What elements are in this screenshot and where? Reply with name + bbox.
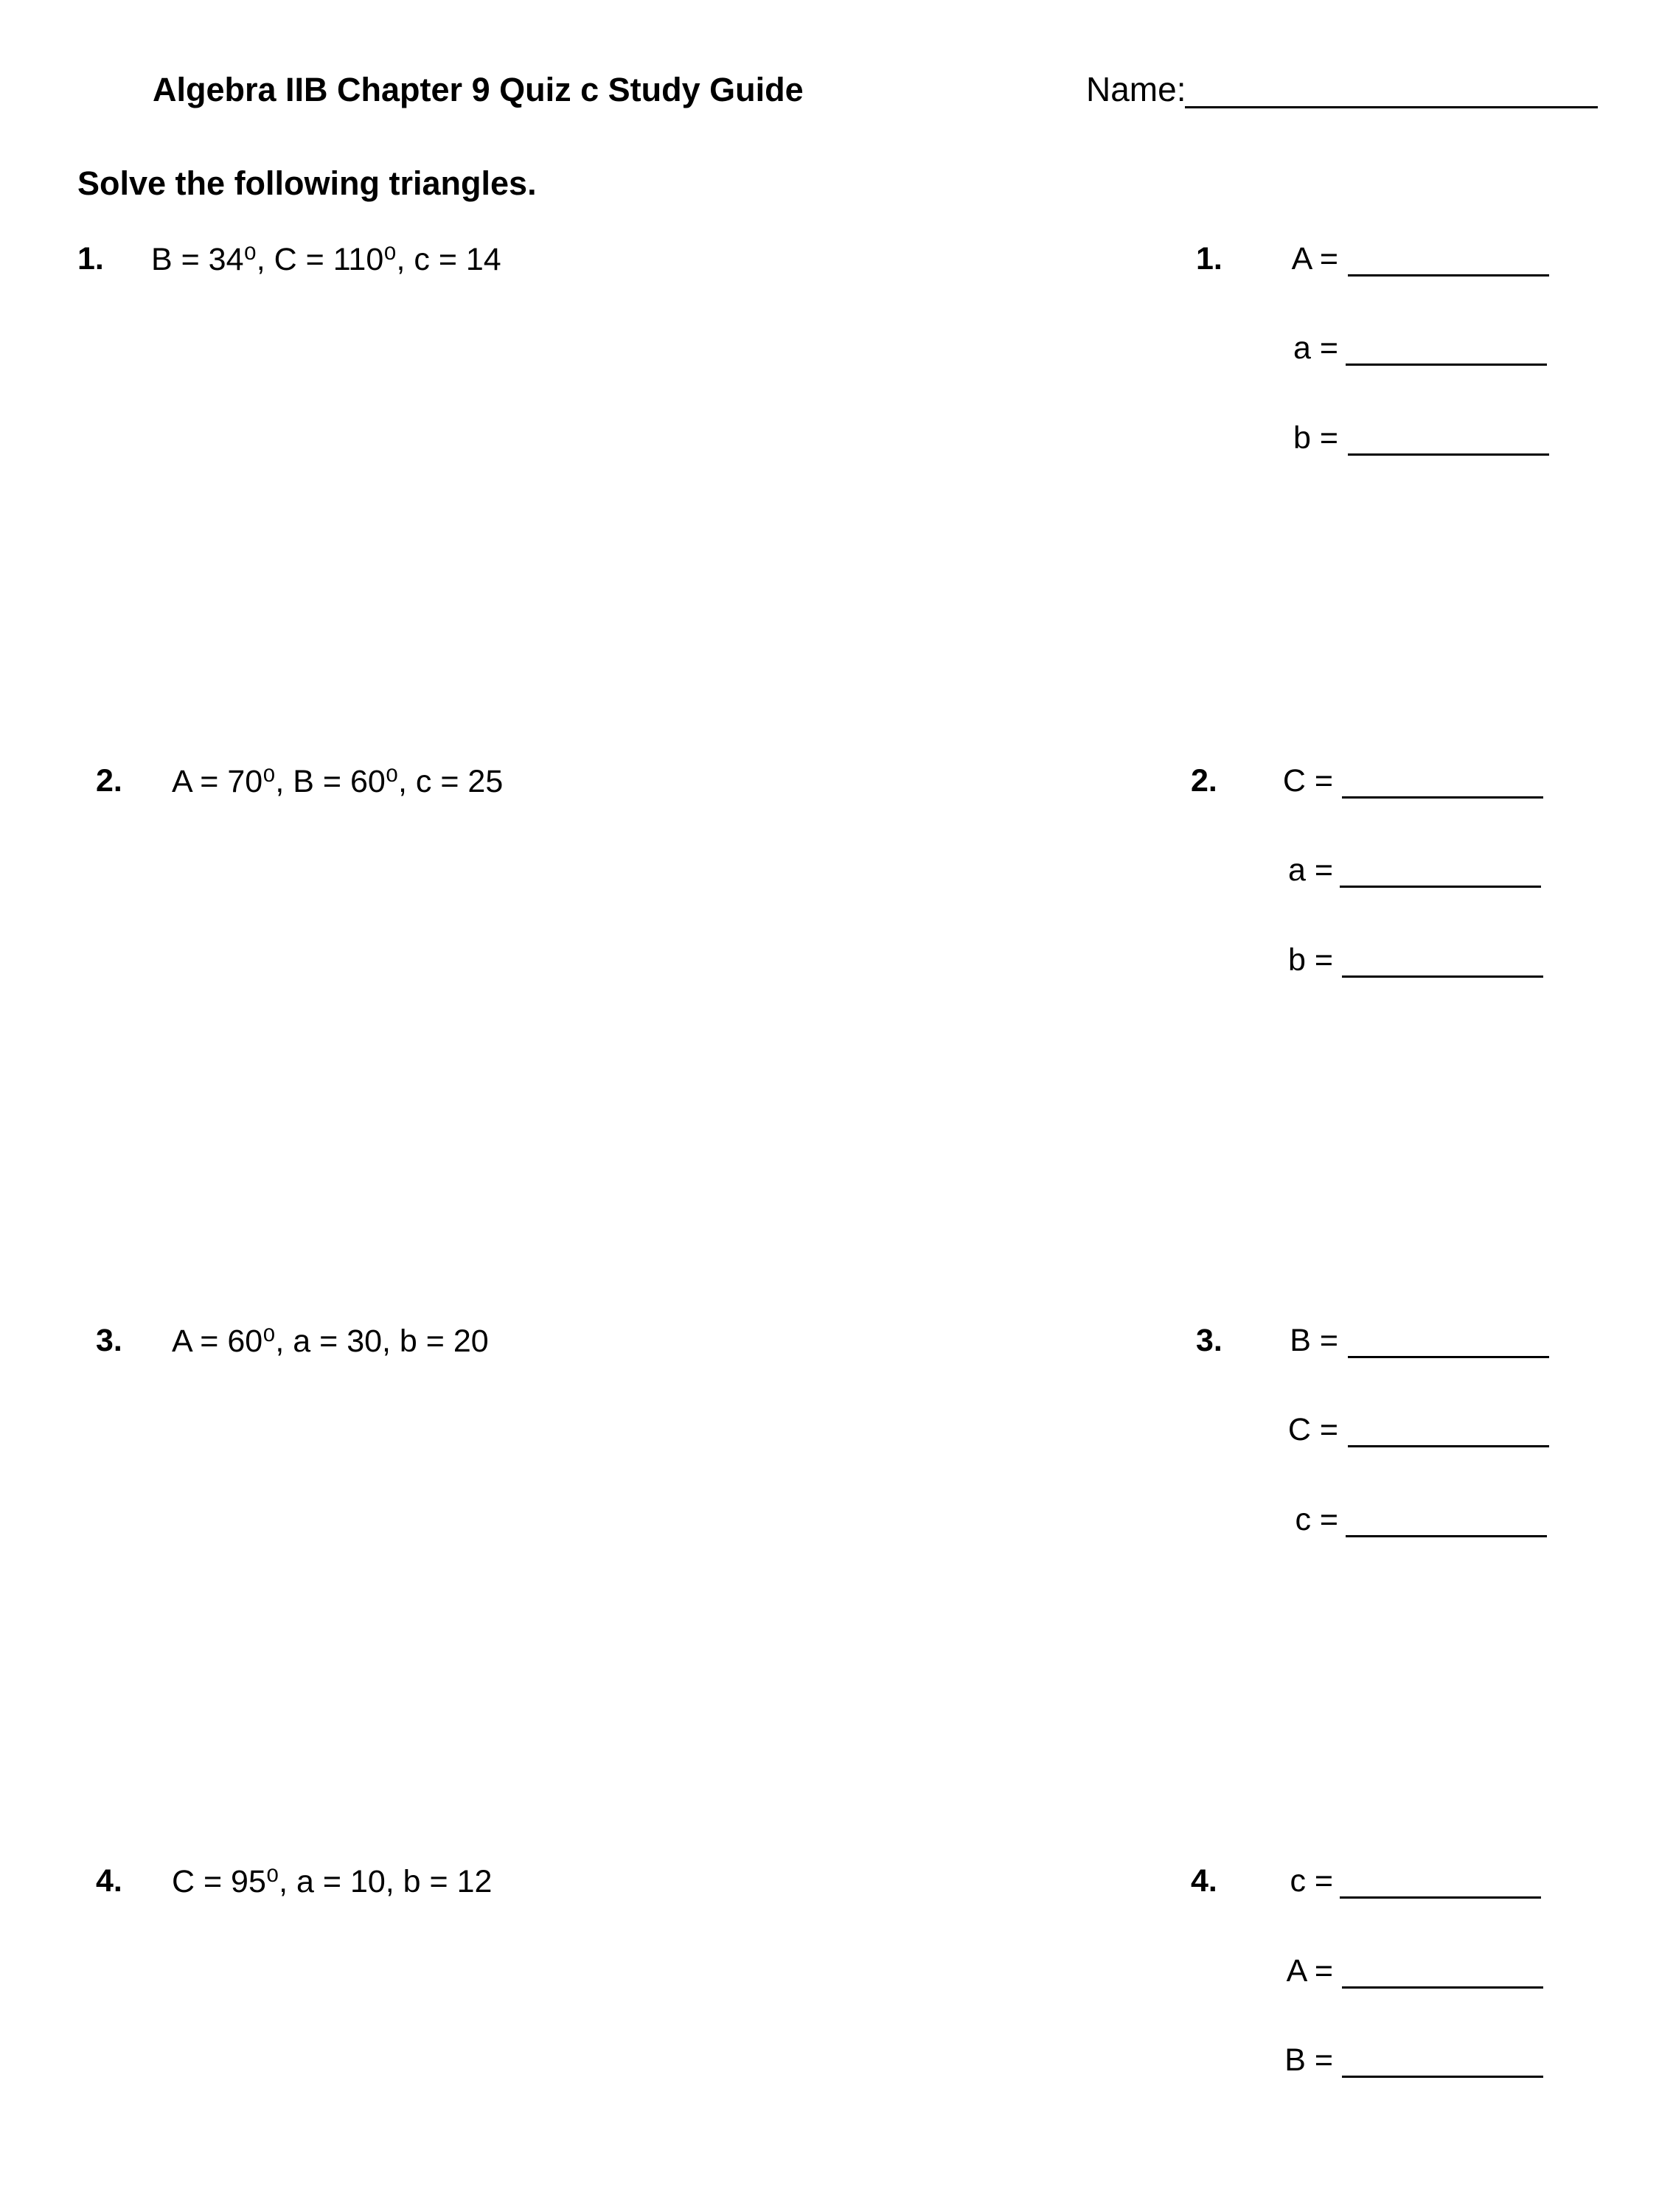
- name-label: Name:: [1086, 70, 1186, 108]
- answer-blank-line[interactable]: [1342, 796, 1543, 799]
- answer-label: C =: [1287, 1412, 1338, 1447]
- answer-label: A =: [1291, 241, 1338, 276]
- problem-given: A = 60⁰, a = 30, b = 20: [172, 1324, 489, 1359]
- answer-blank-line[interactable]: [1342, 1986, 1543, 1989]
- answer-label: c =: [1290, 1863, 1333, 1899]
- answer-blank-line[interactable]: [1348, 274, 1549, 276]
- answer-label: a =: [1293, 330, 1338, 366]
- answer-blank-line[interactable]: [1340, 886, 1541, 888]
- answer-number: 2.: [1191, 763, 1217, 799]
- problem-given: A = 70⁰, B = 60⁰, c = 25: [172, 764, 504, 799]
- answer-number: 3.: [1196, 1323, 1222, 1358]
- answer-blank-line[interactable]: [1346, 364, 1547, 366]
- answer-number: 4.: [1191, 1863, 1217, 1899]
- answer-blank-line[interactable]: [1342, 975, 1543, 978]
- answer-label: B =: [1284, 2042, 1333, 2078]
- answer-blank-line[interactable]: [1346, 1535, 1547, 1537]
- answer-number: 1.: [1196, 241, 1222, 276]
- problem-given: C = 95⁰, a = 10, b = 12: [172, 1864, 493, 1899]
- answer-label: b =: [1293, 420, 1338, 456]
- answer-blank-line[interactable]: [1348, 1445, 1549, 1447]
- name-field[interactable]: [1086, 69, 1186, 109]
- answer-blank-line[interactable]: [1348, 1356, 1549, 1358]
- answer-label: a =: [1288, 852, 1333, 888]
- problem-given: B = 34⁰, C = 110⁰, c = 14: [151, 242, 501, 277]
- answer-label: c =: [1295, 1502, 1338, 1537]
- name-blank-line[interactable]: [1185, 106, 1598, 108]
- answer-label: C =: [1282, 763, 1333, 799]
- page-title: Algebra IIB Chapter 9 Quiz c Study Guide: [153, 71, 804, 108]
- problem-number: 2.: [96, 763, 122, 799]
- problem-number: 4.: [96, 1863, 122, 1899]
- answer-blank-line[interactable]: [1340, 1896, 1541, 1899]
- answer-label: B =: [1290, 1323, 1338, 1358]
- problem-number: 3.: [96, 1323, 122, 1358]
- problem-number: 1.: [77, 241, 104, 276]
- answer-blank-line[interactable]: [1348, 453, 1549, 456]
- answer-label: A =: [1286, 1953, 1333, 1989]
- instructions: Solve the following triangles.: [77, 164, 537, 202]
- answer-blank-line[interactable]: [1342, 2076, 1543, 2078]
- answer-label: b =: [1288, 942, 1333, 978]
